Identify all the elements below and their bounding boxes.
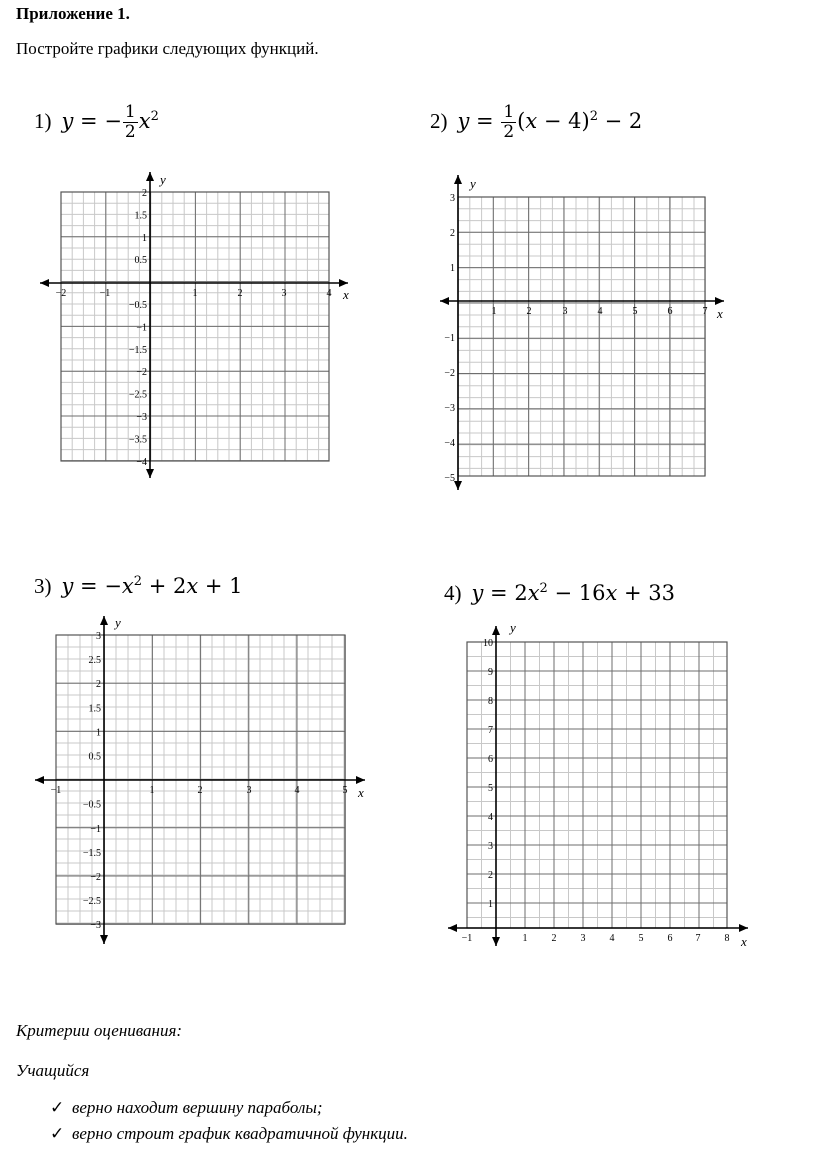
x-tick-label: 7 (695, 933, 701, 944)
task-2-formula: 2) y = $\frac{1}{2}$ $(x - 4)^2 - 2$ (430, 102, 643, 142)
y-tick-label: −4 (444, 438, 455, 449)
y-tick-label: 2 (96, 679, 101, 691)
arrow-up-icon (492, 626, 500, 635)
student-label: Учащийся (16, 1061, 90, 1080)
y-tick-label: −2.5 (82, 896, 101, 908)
arrow-down-icon (454, 481, 462, 490)
y-tick-label: −0.5 (128, 300, 147, 311)
x-tick-label: 1 (491, 306, 497, 317)
arrow-down-icon (100, 935, 108, 944)
x-tick-label: 1 (522, 933, 528, 944)
x-tick-label: −1 (461, 933, 473, 944)
x-tick-label: 8 (724, 933, 730, 944)
arrow-down-icon (492, 937, 500, 946)
x-axis-label: x (717, 306, 723, 321)
y-tick-label: −4 (136, 456, 147, 468)
y-tick-label: −1 (444, 333, 455, 344)
task-2-number: 2) (430, 109, 448, 133)
y-tick-label: −1.5 (82, 847, 101, 859)
y-tick-label: 2 (450, 228, 455, 239)
arrow-up-icon (146, 172, 154, 181)
x-tick-label: −1 (50, 785, 62, 796)
y-tick-label: 1.5 (88, 703, 101, 715)
arrow-left-icon (440, 297, 449, 305)
y-tick-label: 1 (450, 263, 455, 274)
criteria-item: ✓ верно находит вершину параболы; (50, 1098, 323, 1117)
arrow-right-icon (739, 924, 748, 932)
grid-3[interactable] (35, 615, 365, 944)
arrow-up-icon (100, 616, 108, 625)
y-tick-label: 3 (488, 841, 493, 852)
y-tick-label: 3 (96, 631, 101, 642)
y-tick-label: −1 (90, 823, 101, 835)
x-tick-label: 5 (342, 785, 348, 796)
y-axis-label: y (160, 172, 166, 187)
y-tick-label: −2 (136, 367, 147, 379)
y-tick-label: −5 (444, 473, 455, 484)
y-tick-label: 1 (142, 232, 147, 244)
y-tick-label: 5 (488, 783, 493, 794)
arrow-up-icon (454, 175, 462, 184)
y-tick-label: 0.5 (134, 255, 147, 267)
criteria-item: ✓ верно строит график квадратичной функции. (50, 1124, 408, 1143)
x-tick-label: 5 (632, 306, 638, 317)
x-tick-label: 2 (197, 785, 203, 796)
grid-1[interactable] (40, 172, 349, 478)
x-tick-label: 3 (562, 306, 568, 317)
checkmark-icon: ✓ (50, 1098, 65, 1117)
x-tick-label: 4 (609, 933, 615, 944)
x-tick-label: −1 (99, 288, 111, 299)
y-tick-label: −3 (90, 920, 101, 932)
x-tick-label: 1 (149, 785, 155, 796)
y-tick-label: −1 (136, 322, 147, 334)
x-tick-label: 4 (597, 306, 603, 317)
task-1-formula: 1) y = − $\frac{1}{2}$ $x^2$ (34, 102, 159, 142)
arrow-right-icon (715, 297, 724, 305)
x-axis-label: x (741, 934, 747, 949)
y-tick-label: −2 (90, 872, 101, 883)
y-tick-label: 7 (488, 725, 493, 736)
x-tick-label: 3 (281, 288, 287, 299)
x-tick-label: 7 (702, 306, 708, 317)
task-1-number: 1) (34, 109, 52, 133)
arrow-left-icon (35, 776, 44, 784)
y-tick-label: −1.5 (128, 344, 147, 356)
y-tick-label: 2 (142, 188, 147, 199)
x-tick-label: −2 (55, 288, 67, 299)
y-tick-label: 2.5 (88, 655, 101, 667)
y-tick-label: 1 (96, 727, 101, 739)
y-tick-label: 10 (483, 638, 493, 649)
y-tick-label: 9 (488, 667, 493, 678)
x-tick-label: 1 (192, 288, 198, 299)
checkmark-icon: ✓ (50, 1124, 65, 1143)
task-4-formula: 4) $y = 2x^2 - 16x + 33$ (444, 581, 675, 605)
y-tick-label: 8 (488, 696, 493, 707)
x-tick-label: 2 (237, 288, 243, 299)
grid-4[interactable] (448, 620, 748, 949)
y-tick-label: −2 (444, 368, 455, 379)
x-tick-label: 4 (294, 785, 300, 796)
x-tick-label: 2 (551, 933, 557, 944)
y-axis-label: y (470, 176, 476, 191)
x-axis-label: x (358, 785, 364, 800)
y-tick-label: 0.5 (88, 751, 101, 763)
x-tick-label: 5 (638, 933, 644, 944)
y-tick-label: −3 (444, 403, 455, 414)
y-axis-label: y (115, 615, 121, 630)
x-axis-label: x (343, 287, 349, 302)
task-3-formula: 3) $y = -x^2 + 2x + 1$ (34, 574, 243, 598)
y-tick-label: 4 (488, 812, 493, 823)
y-tick-label: −3 (136, 412, 147, 423)
x-tick-label: 6 (667, 933, 673, 944)
y-tick-label: 1 (488, 899, 493, 910)
y-tick-label: −3.5 (128, 434, 147, 446)
y-tick-label: 3 (450, 193, 455, 204)
arrow-left-icon (448, 924, 457, 932)
x-tick-label: 3 (246, 785, 252, 796)
task-3-number: 3) (34, 574, 52, 598)
task-4-number: 4) (444, 581, 462, 605)
grid-2[interactable] (440, 175, 724, 490)
arrow-right-icon (339, 279, 348, 287)
arrow-down-icon (146, 469, 154, 478)
y-tick-label: −0.5 (82, 799, 101, 811)
x-tick-label: 6 (667, 306, 673, 317)
y-tick-label: 6 (488, 754, 493, 765)
x-tick-label: 2 (526, 306, 532, 317)
criteria-title: Критерии оценивания: (16, 1021, 183, 1040)
x-tick-label: 4 (326, 288, 332, 299)
y-tick-label: 1.5 (134, 210, 147, 222)
arrow-left-icon (40, 279, 49, 287)
x-tick-label: 3 (580, 933, 586, 944)
instruction: Постройте графики следующих функций. (16, 39, 319, 58)
y-tick-label: 2 (488, 870, 493, 881)
y-tick-label: −2.5 (128, 389, 147, 401)
arrow-right-icon (356, 776, 365, 784)
heading: Приложение 1. (16, 4, 130, 23)
y-axis-label: y (510, 620, 516, 635)
